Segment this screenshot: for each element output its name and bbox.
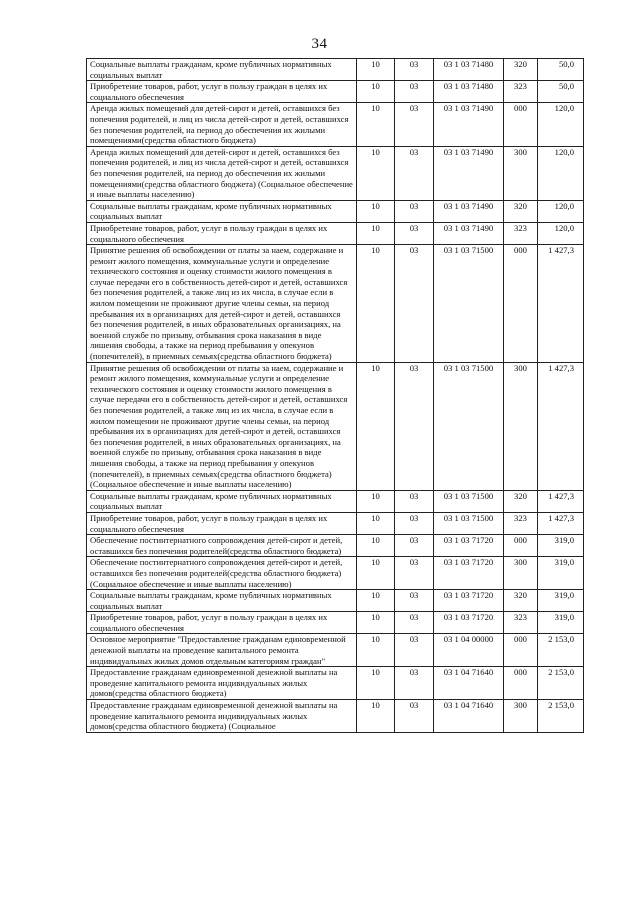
target-article-cell: 03 1 03 71720: [434, 557, 504, 590]
amount-cell: 319,0: [538, 612, 584, 634]
table-row: [87, 146, 584, 200]
section-cell: 10: [357, 557, 395, 590]
description-cell: Принятие решения об освобождении от платы за наем, содержание и ремонт жилого помещения, коммунальные услуги и определение технического состояния и оценку стоимости жилого помещения в случае передачи его в собственность детей-сирот и детей, оставшихся без попечения родителей, а также лиц из их числа, в случае если в жилом помещении не проживают другие члены семьи, на период пребывания их в организациях для детей-сирот и детей, оставшихся без попечения родителей, в иных образовательных организациях, на военной службе по призыву, отбывания срока наказания в виде лишения свободы, а также на период пребывания у опекунов (попечителей), в приемных семьях(средства областного бюджета) (Социальное обеспечение и иные выплаты населению): [87, 362, 357, 490]
target-article-cell: 03 1 03 71480: [434, 59, 504, 81]
target-article-cell: 03 1 04 00000: [434, 634, 504, 667]
expense-type-cell: 300: [504, 146, 538, 200]
description-cell: Социальные выплаты гражданам, кроме публичных нормативных социальных выплат: [87, 590, 357, 612]
description-cell: Приобретение товаров, работ, услуг в пользу граждан в целях их социального обеспечения: [87, 612, 357, 634]
target-article-cell: 03 1 03 71480: [434, 81, 504, 103]
subsection-cell: 03: [395, 245, 434, 363]
description-cell: Аренда жилых помещений для детей-сирот и детей, оставшихся без попечения родителей, и лиц из числа детей-сирот и детей, оставшихся без попечения родителей, на период до обеспечения их жилыми помещениями(средства областного бюджета): [87, 103, 357, 146]
target-article-cell: 03 1 03 71500: [434, 490, 504, 512]
subsection-cell: 03: [395, 590, 434, 612]
description-cell: Принятие решения об освобождении от платы за наем, содержание и ремонт жилого помещения, коммунальные услуги и определение технического состояния и оценку стоимости жилого помещения в случае передачи его в собственность детей-сирот и детей, оставшихся без попечения родителей, а также лиц из их числа, в случае если в жилом помещении не проживают другие члены семьи, на период пребывания их в организациях для детей-сирот и детей, оставшихся без попечения родителей, в иных образовательных организациях, на военной службе по призыву, отбывания срока наказания в виде лишения свободы, а также на период пребывания у опекунов (попечителей), в приемных семьях(средства областного бюджета): [87, 245, 357, 363]
section-cell: 10: [357, 200, 395, 222]
expense-type-cell: 300: [504, 362, 538, 490]
table-row: [87, 634, 584, 667]
amount-cell: 1 427,3: [538, 362, 584, 490]
amount-cell: 2 153,0: [538, 634, 584, 667]
subsection-cell: 03: [395, 81, 434, 103]
target-article-cell: 03 1 03 71490: [434, 146, 504, 200]
section-cell: 10: [357, 59, 395, 81]
description-cell: Аренда жилых помещений для детей-сирот и детей, оставшихся без попечения родителей, и лиц из числа детей-сирот и детей, оставшихся без попечения родителей, на период до обеспечения их жилыми помещениями(средства областного бюджета) (Социальное обеспечение и иные выплаты населению): [87, 146, 357, 200]
expense-type-cell: 320: [504, 590, 538, 612]
expense-type-cell: 000: [504, 634, 538, 667]
description-cell: Предоставление гражданам единовременной денежной выплаты на проведение капитального ремонта индивидуальных жилых домов(средства областного бюджета) (Социальное: [87, 700, 357, 733]
section-cell: 10: [357, 590, 395, 612]
table-row: [87, 490, 584, 512]
subsection-cell: 03: [395, 490, 434, 512]
section-cell: 10: [357, 245, 395, 363]
table-row: [87, 59, 584, 81]
amount-cell: 2 153,0: [538, 700, 584, 733]
expense-type-cell: 320: [504, 59, 538, 81]
description-cell: Приобретение товаров, работ, услуг в пользу граждан в целях их социального обеспечения: [87, 512, 357, 534]
amount-cell: 2 153,0: [538, 667, 584, 700]
table-row: [87, 700, 584, 733]
subsection-cell: 03: [395, 557, 434, 590]
budget-table: [86, 58, 584, 733]
target-article-cell: 03 1 03 71490: [434, 200, 504, 222]
target-article-cell: 03 1 03 71720: [434, 590, 504, 612]
subsection-cell: 03: [395, 535, 434, 557]
section-cell: 10: [357, 146, 395, 200]
target-article-cell: 03 1 03 71720: [434, 535, 504, 557]
description-cell: Основное мероприятие "Предоставление гражданам единовременной денежной выплаты на проведение капитального ремонта индивидуальных жилых домов отдельным категориям граждан": [87, 634, 357, 667]
subsection-cell: 03: [395, 146, 434, 200]
amount-cell: 319,0: [538, 557, 584, 590]
table-row: [87, 590, 584, 612]
section-cell: 10: [357, 512, 395, 534]
amount-cell: 1 427,3: [538, 245, 584, 363]
expense-type-cell: 300: [504, 700, 538, 733]
subsection-cell: 03: [395, 634, 434, 667]
target-article-cell: 03 1 03 71720: [434, 612, 504, 634]
table-row: [87, 535, 584, 557]
expense-type-cell: 000: [504, 245, 538, 363]
expense-type-cell: 000: [504, 103, 538, 146]
expense-type-cell: 320: [504, 490, 538, 512]
table-row: [87, 612, 584, 634]
section-cell: 10: [357, 81, 395, 103]
description-cell: Приобретение товаров, работ, услуг в пользу граждан в целях их социального обеспечения: [87, 81, 357, 103]
target-article-cell: 03 1 03 71490: [434, 222, 504, 244]
expense-type-cell: 323: [504, 512, 538, 534]
table-row: [87, 512, 584, 534]
amount-cell: 120,0: [538, 200, 584, 222]
subsection-cell: 03: [395, 512, 434, 534]
section-cell: 10: [357, 103, 395, 146]
amount-cell: 50,0: [538, 81, 584, 103]
target-article-cell: 03 1 04 71640: [434, 667, 504, 700]
table-row: [87, 557, 584, 590]
amount-cell: 319,0: [538, 535, 584, 557]
description-cell: Социальные выплаты гражданам, кроме публичных нормативных социальных выплат: [87, 200, 357, 222]
target-article-cell: 03 1 03 71500: [434, 512, 504, 534]
subsection-cell: 03: [395, 222, 434, 244]
section-cell: 10: [357, 490, 395, 512]
amount-cell: 1 427,3: [538, 490, 584, 512]
subsection-cell: 03: [395, 612, 434, 634]
section-cell: 10: [357, 222, 395, 244]
section-cell: 10: [357, 362, 395, 490]
target-article-cell: 03 1 04 71640: [434, 700, 504, 733]
target-article-cell: 03 1 03 71490: [434, 103, 504, 146]
section-cell: 10: [357, 612, 395, 634]
amount-cell: 120,0: [538, 146, 584, 200]
subsection-cell: 03: [395, 362, 434, 490]
page-number: 34: [311, 36, 328, 52]
subsection-cell: 03: [395, 667, 434, 700]
table-row: [87, 81, 584, 103]
table-row: [87, 222, 584, 244]
table-row: [87, 200, 584, 222]
section-cell: 10: [357, 700, 395, 733]
description-cell: Социальные выплаты гражданам, кроме публичных нормативных социальных выплат: [87, 59, 357, 81]
subsection-cell: 03: [395, 700, 434, 733]
amount-cell: 1 427,3: [538, 512, 584, 534]
description-cell: Обеспечение постинтернатного сопровождения детей-сирот и детей, оставшихся без попечения родителей(средства областного бюджета): [87, 535, 357, 557]
amount-cell: 50,0: [538, 59, 584, 81]
expense-type-cell: 000: [504, 667, 538, 700]
table-row: [87, 245, 584, 363]
target-article-cell: 03 1 03 71500: [434, 245, 504, 363]
subsection-cell: 03: [395, 59, 434, 81]
amount-cell: 319,0: [538, 590, 584, 612]
table-row: [87, 103, 584, 146]
expense-type-cell: 323: [504, 612, 538, 634]
section-cell: 10: [357, 535, 395, 557]
description-cell: Социальные выплаты гражданам, кроме публичных нормативных социальных выплат: [87, 490, 357, 512]
description-cell: Обеспечение постинтернатного сопровождения детей-сирот и детей, оставшихся без попечения родителей(средства областного бюджета) (Социальное обеспечение и иные выплаты населению): [87, 557, 357, 590]
description-cell: Приобретение товаров, работ, услуг в пользу граждан в целях их социального обеспечения: [87, 222, 357, 244]
expense-type-cell: 323: [504, 222, 538, 244]
amount-cell: 120,0: [538, 103, 584, 146]
expense-type-cell: 000: [504, 535, 538, 557]
expense-type-cell: 320: [504, 200, 538, 222]
table-row: [87, 667, 584, 700]
expense-type-cell: 300: [504, 557, 538, 590]
amount-cell: 120,0: [538, 222, 584, 244]
expense-type-cell: 323: [504, 81, 538, 103]
subsection-cell: 03: [395, 103, 434, 146]
table-row: [87, 362, 584, 490]
section-cell: 10: [357, 667, 395, 700]
description-cell: Предоставление гражданам единовременной денежной выплаты на проведение капитального ремонта индивидуальных жилых домов(средства областного бюджета): [87, 667, 357, 700]
table-body: [87, 59, 584, 733]
section-cell: 10: [357, 634, 395, 667]
subsection-cell: 03: [395, 200, 434, 222]
target-article-cell: 03 1 03 71500: [434, 362, 504, 490]
